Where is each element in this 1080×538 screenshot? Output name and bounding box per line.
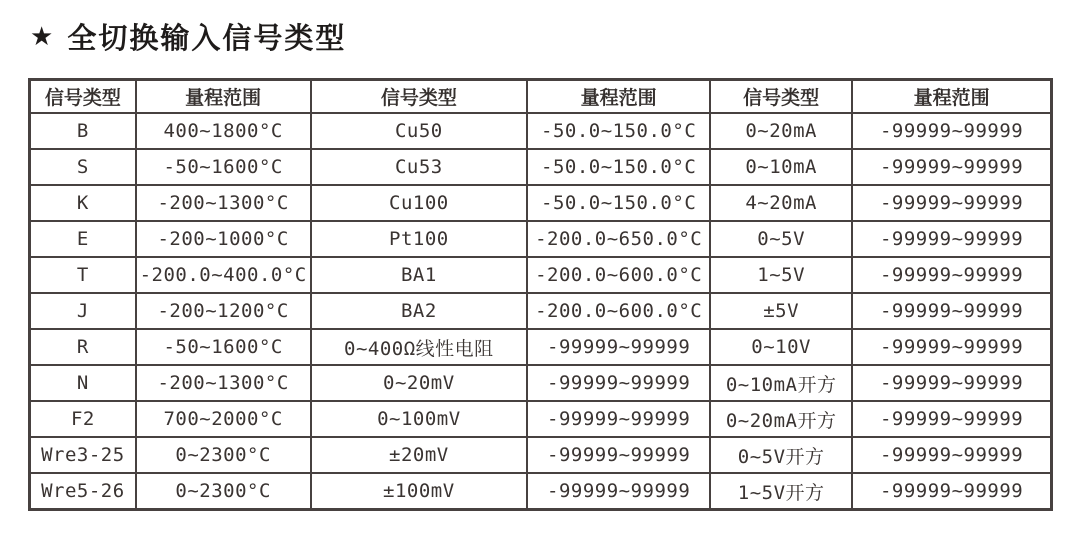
signal-type-cell: 0~20mV	[311, 365, 528, 401]
signal-type-cell: R	[30, 329, 136, 365]
column-header: 信号类型	[710, 80, 852, 114]
signal-type-cell: 0~5V开方	[710, 437, 852, 473]
signal-type-cell: Wre3-25	[30, 437, 136, 473]
range-cell: -50.0~150.0°C	[527, 113, 710, 149]
signal-type-cell: Cu53	[311, 149, 528, 185]
table-row	[30, 473, 1052, 510]
range-cell: -200.0~650.0°C	[527, 221, 710, 257]
range-cell: -99999~99999	[852, 365, 1051, 401]
range-cell: -200.0~600.0°C	[527, 293, 710, 329]
signal-type-cell: 0~10V	[710, 329, 852, 365]
table-row	[30, 437, 1052, 473]
column-header: 量程范围	[136, 80, 311, 114]
signal-type-cell: J	[30, 293, 136, 329]
table-row	[30, 257, 1052, 293]
column-header: 信号类型	[311, 80, 528, 114]
signal-type-cell: 0~20mA开方	[710, 401, 852, 437]
range-cell: -50~1600°C	[136, 149, 311, 185]
signal-type-cell: K	[30, 185, 136, 221]
signal-type-cell: Cu50	[311, 113, 528, 149]
range-cell: 700~2000°C	[136, 401, 311, 437]
signal-type-cell: Cu100	[311, 185, 528, 221]
header-row	[30, 80, 1052, 114]
table-row	[30, 185, 1052, 221]
range-cell: -99999~99999	[852, 185, 1051, 221]
range-cell: -200.0~600.0°C	[527, 257, 710, 293]
signal-type-cell: B	[30, 113, 136, 149]
range-cell: -200~1200°C	[136, 293, 311, 329]
range-cell: -99999~99999	[852, 401, 1051, 437]
range-cell: 0~2300°C	[136, 473, 311, 510]
signal-type-cell: 0~5V	[710, 221, 852, 257]
section-title	[30, 16, 346, 57]
range-cell: -99999~99999	[852, 149, 1051, 185]
signal-type-cell: ±20mV	[311, 437, 528, 473]
column-header: 信号类型	[30, 80, 136, 114]
signal-type-cell: BA2	[311, 293, 528, 329]
range-cell: -99999~99999	[527, 473, 710, 510]
range-cell: -200~1000°C	[136, 221, 311, 257]
table-row	[30, 365, 1052, 401]
table-row	[30, 329, 1052, 365]
signal-type-cell: BA1	[311, 257, 528, 293]
table-row	[30, 293, 1052, 329]
signal-type-cell: S	[30, 149, 136, 185]
signal-type-cell: ±5V	[710, 293, 852, 329]
range-cell: -99999~99999	[852, 221, 1051, 257]
signal-type-table	[28, 78, 1053, 511]
range-cell: 400~1800°C	[136, 113, 311, 149]
signal-type-cell: T	[30, 257, 136, 293]
range-cell: 0~2300°C	[136, 437, 311, 473]
signal-type-cell: 1~5V开方	[710, 473, 852, 510]
signal-type-cell: Wre5-26	[30, 473, 136, 510]
table-row	[30, 113, 1052, 149]
table-row	[30, 401, 1052, 437]
range-cell: -99999~99999	[527, 401, 710, 437]
star-icon: ★	[30, 21, 54, 52]
range-cell: -99999~99999	[527, 365, 710, 401]
range-cell: -99999~99999	[852, 113, 1051, 149]
range-cell: -50~1600°C	[136, 329, 311, 365]
table-row	[30, 149, 1052, 185]
table-row	[30, 221, 1052, 257]
range-cell: -99999~99999	[852, 257, 1051, 293]
signal-type-cell: 0~400Ω线性电阻	[311, 329, 528, 365]
range-cell: -99999~99999	[852, 473, 1051, 510]
signal-type-cell: E	[30, 221, 136, 257]
column-header: 量程范围	[852, 80, 1051, 114]
signal-type-cell: N	[30, 365, 136, 401]
signal-type-cell: F2	[30, 401, 136, 437]
range-cell: -99999~99999	[852, 437, 1051, 473]
signal-type-cell: 4~20mA	[710, 185, 852, 221]
signal-type-cell: 0~20mA	[710, 113, 852, 149]
table-header	[30, 80, 1052, 114]
section-title-text: 全切换输入信号类型	[67, 21, 347, 55]
range-cell: -99999~99999	[527, 329, 710, 365]
range-cell: -200~1300°C	[136, 365, 311, 401]
range-cell: -99999~99999	[527, 437, 710, 473]
signal-type-cell: Pt100	[311, 221, 528, 257]
range-cell: -99999~99999	[852, 293, 1051, 329]
table-body	[30, 113, 1052, 510]
range-cell: -99999~99999	[852, 329, 1051, 365]
signal-type-cell: 0~10mA开方	[710, 365, 852, 401]
signal-type-cell: 0~10mA	[710, 149, 852, 185]
signal-type-cell: 1~5V	[710, 257, 852, 293]
range-cell: -50.0~150.0°C	[527, 185, 710, 221]
signal-type-cell: 0~100mV	[311, 401, 528, 437]
column-header: 量程范围	[527, 80, 710, 114]
range-cell: -200~1300°C	[136, 185, 311, 221]
range-cell: -50.0~150.0°C	[527, 149, 710, 185]
range-cell: -200.0~400.0°C	[136, 257, 311, 293]
signal-type-cell: ±100mV	[311, 473, 528, 510]
